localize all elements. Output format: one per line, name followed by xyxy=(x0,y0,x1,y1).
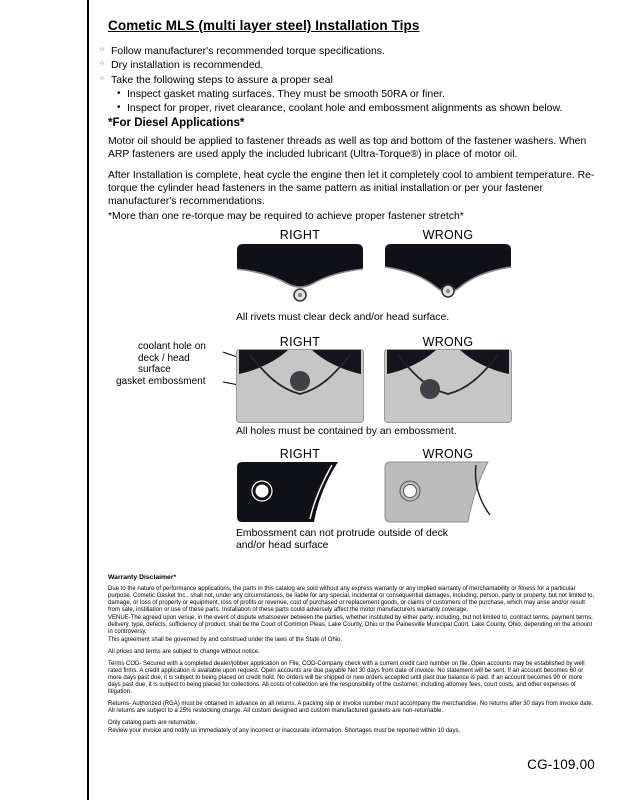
protrude-caption: Embossment can not protrude outside of deck and/or head surface xyxy=(236,528,448,552)
diagram-section xyxy=(100,228,570,564)
sub-tip-item: • Inspect for proper, rivet clearance, coolant hole and embossment alignments as shown below. xyxy=(117,102,592,115)
warranty-section xyxy=(108,574,595,740)
protrude-wrong-diagram xyxy=(384,461,512,523)
tip-item: ○ Follow manufacturer's recommended torque specifications. xyxy=(100,45,592,58)
rivet-caption: All rivets must clear deck and/or head surface. xyxy=(236,312,450,323)
wrong-label: WRONG xyxy=(422,335,474,349)
rivet-wrong-diagram xyxy=(384,243,512,305)
coolant-hole-label: coolant hole on deck / head surface xyxy=(138,341,206,375)
embossment-right-diagram xyxy=(236,349,364,423)
left-border-line xyxy=(87,0,89,800)
warranty-paragraph: Only catalog parts are returnable. xyxy=(108,720,198,727)
warranty-paragraph: Due to the nature of performance applications, the parts in this catalog are sold without any express warranty or any implied warranty of merchantability or fitness for a particular purpose. Cometic Gasket Inc., shall not, under any circumstances, be liable for any special, incidental or consequential damages, including, person, party or property, but not limited to, damage, or loss of property or equipment, loss of profits or revenue, cost of purchased or replacement goods, or claims of customers of the purchase, which may arise and/or result from sale, instillation or use of these parts. Installation of these parts could adversely affect the motor manufacturers warranty coverage. xyxy=(108,586,595,614)
warranty-paragraph: All prices and terms are subject to change without notice. xyxy=(108,648,260,655)
warranty-paragraph: VENUE-The agreed upon venue, in the event of dispute whatsoever between the parties, whether instituted by either party, including, but not limited to, contract terms, payment terms, delivery, type, defects, sufficiency of product, shall be the Court of Common Pleas, Lake County, Ohio or the Painesville Municipal Court, Lake County, Ohio, depending on the amount in controversy. xyxy=(108,614,593,635)
diesel-paragraph-1: Motor oil should be applied to fastener threads as well as top and bottom of the fastener washers. When ARP fasteners are used apply the included lubricant (Ultra-Torque®) in place of motor oil. xyxy=(108,136,587,160)
warranty-paragraph: Review your invoice and notify us immediately of any incorrect or inaccurate information. Shortages must be reported within 10 days. xyxy=(108,727,461,734)
warranty-paragraph: This agreement shall be governed by and construed under the laws of the State of Ohio. xyxy=(108,636,343,643)
right-label: RIGHT xyxy=(279,228,321,242)
right-label: RIGHT xyxy=(279,447,321,461)
warranty-heading: Warranty Disclaimer* xyxy=(108,574,177,581)
page-number: CG-109.00 xyxy=(527,757,595,772)
sub-tip-item: • Inspect gasket mating surfaces. They must be smooth 50RA or finer. xyxy=(117,88,592,101)
tip-item: ○ Dry installation is recommended. xyxy=(100,59,592,72)
page-title: Cometic MLS (multi layer steel) Installation Tips xyxy=(108,18,420,33)
diesel-paragraph-2: After Installation is complete, heat cycle the engine then let it completely cool to ambient temperature. Re-torque the cylinder head fasteners in the same pattern as initial installation or per your fastener manufacturer's recommendations. xyxy=(108,170,595,207)
holes-caption: All holes must be contained by an embossment. xyxy=(236,426,457,437)
tip-item: ○ Take the following steps to assure a proper seal xyxy=(100,74,592,87)
protrude-right-diagram xyxy=(236,461,364,523)
retorque-note: *More than one re-torque may be required to achieve proper fastener stretch* xyxy=(108,211,464,222)
warranty-paragraph: Terms COD- Secured with a completed dealer/jobber application on File, COD-Company check with a current credit card number on file. Open accounts may be established by well rated firms. A credit application is available upon request. Open accounts are due payable Net 30 days from date of invoice. No statement will be sent. If an account becomes 60 or more days past due, it is subject to being placed on credit hold. No orders will be shipped or new orders accepted until past due balance is paid. If an account becomes 90 or more days past due, it is subject to being placed for collections. All costs of collection are the responsibility of the customer, including attorney fees, court costs, and other expenses of litigation. xyxy=(108,660,585,696)
gasket-embossment-label: gasket embossment xyxy=(116,376,206,387)
embossment-wrong-diagram xyxy=(384,349,512,423)
installation-tips-list xyxy=(100,45,592,115)
wrong-label: WRONG xyxy=(422,447,474,461)
wrong-label: WRONG xyxy=(422,228,474,242)
warranty-paragraph: Returns- Authorized (RGA) must be obtained in advance on all returns. A packing slip or invoice number must accompany the merchandise. No returns after 30 days from invoice date. All returns are subject to a 25% restocking charge. All custom designed and custom manufactured gaskets are non-returnable. xyxy=(108,701,594,715)
rivet-right-diagram xyxy=(236,243,364,305)
right-label: RIGHT xyxy=(279,335,321,349)
diesel-applications-heading: *For Diesel Applications* xyxy=(108,117,245,129)
